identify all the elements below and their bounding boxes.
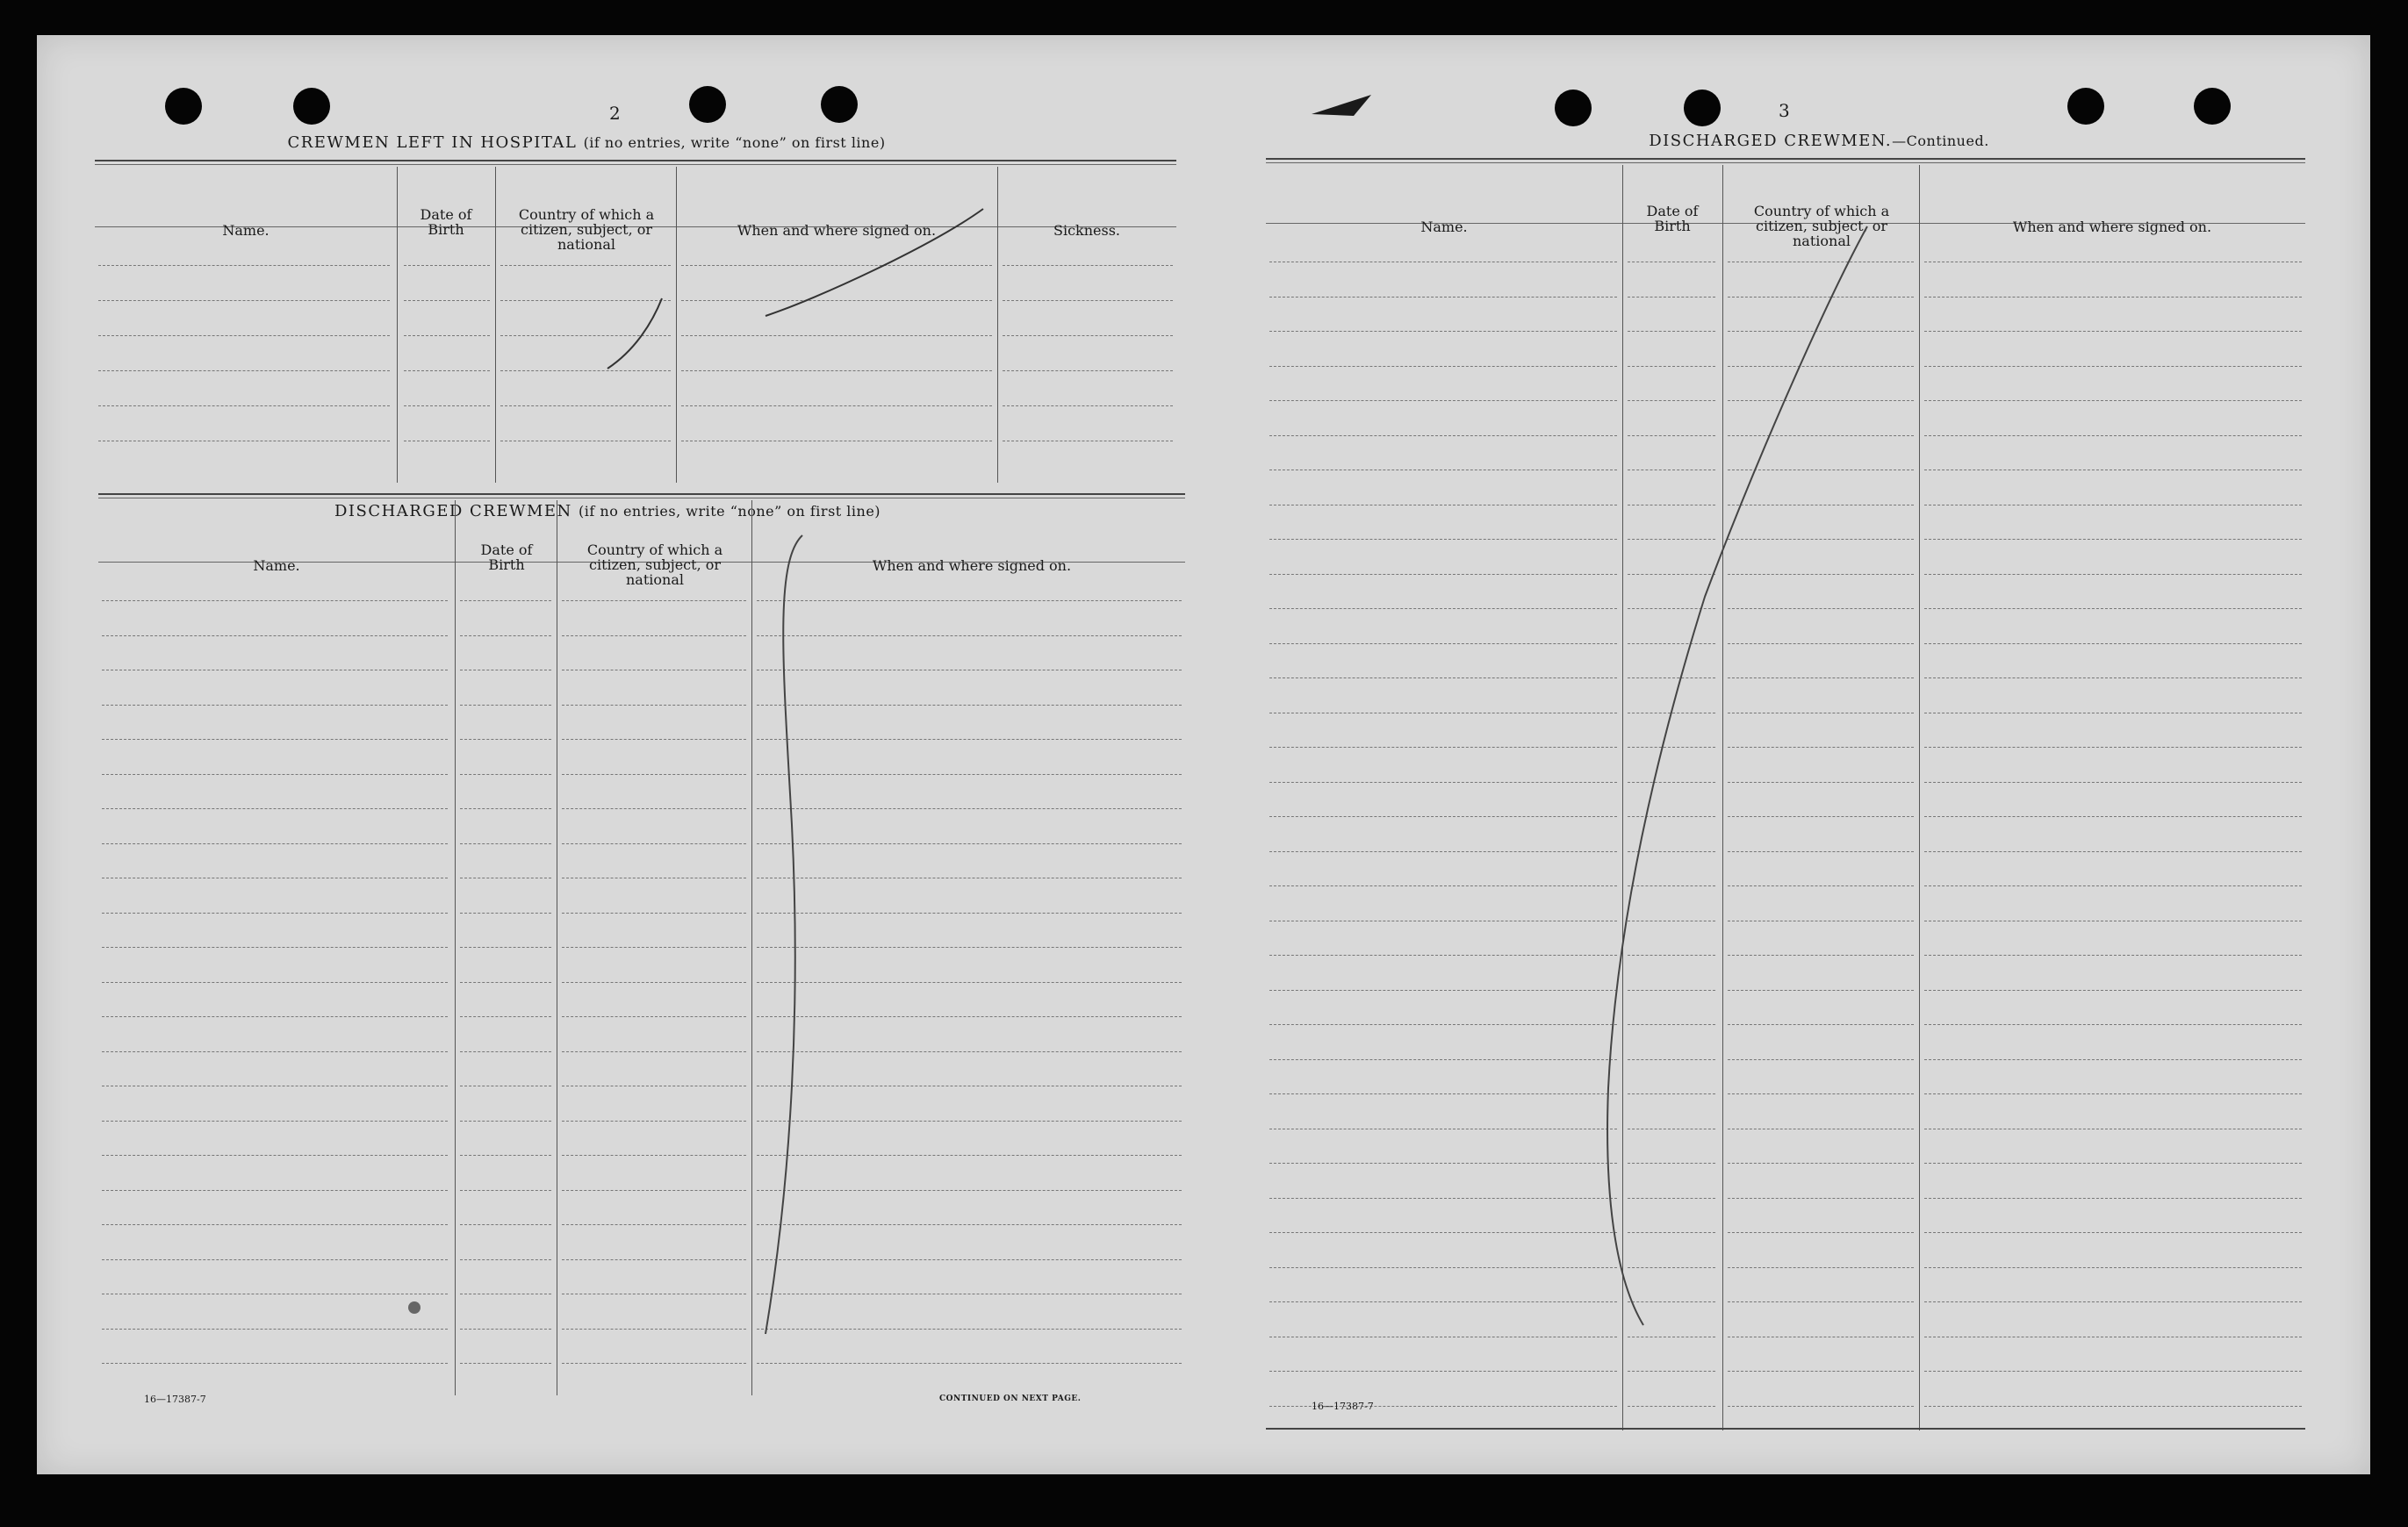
blank-entry-line [1924,1024,2302,1025]
blank-entry-line [460,600,551,601]
pen-stroke [1312,95,1371,116]
blank-entry-line [1924,331,2302,332]
blank-entry-line [1728,366,1914,367]
blank-entry-line [1269,782,1617,783]
blank-entry-line [1269,297,1617,298]
blank-entry-line [1628,366,1715,367]
discharged-section-title-right [1266,132,2372,150]
blank-entry-line [1269,851,1617,852]
blank-entry-line [1269,435,1617,436]
column-header-signed-on: When and where signed on. [872,557,1072,574]
blank-entry-line [1628,400,1715,401]
blank-entry-line [1628,1198,1715,1199]
blank-entry-line [562,947,746,948]
blank-entry-line [757,1121,1182,1122]
blank-entry-line [460,1363,551,1364]
blank-entry-line [1728,1163,1914,1164]
blank-entry-line [500,405,671,406]
punch-hole [2194,88,2231,125]
column-divider [1622,165,1623,1430]
blank-entry-line [460,1224,551,1225]
blank-entry-line [460,1259,551,1260]
blank-entry-line [1924,1163,2302,1164]
blank-entry-line [102,808,448,809]
blank-entry-line [562,1259,746,1260]
blank-entry-line [1728,1267,1914,1268]
blank-entry-line [460,739,551,740]
blank-entry-line [102,913,448,914]
blank-entry-line [404,335,490,336]
blank-entry-line [562,1224,746,1225]
blank-entry-line [681,335,992,336]
blank-entry-line [1628,816,1715,817]
form-number-left: 16—17387-7 [144,1394,206,1405]
blank-entry-line [1628,539,1715,540]
blank-entry-line [1728,1024,1914,1025]
blank-entry-line [757,1329,1182,1330]
punch-hole [689,86,726,123]
blank-entry-line [1628,608,1715,609]
blank-entry-line [102,774,448,775]
blank-entry-line [562,1190,746,1191]
blank-entry-line [757,1016,1182,1017]
blank-entry-line [1924,297,2302,298]
blank-entry-line [1628,1371,1715,1372]
blank-entry-line [500,370,671,371]
blank-entry-line [1728,400,1914,401]
blank-entry-line [1269,955,1617,956]
blank-entry-line [460,1190,551,1191]
blank-entry-line [1728,1371,1914,1372]
blank-entry-line [757,913,1182,914]
blank-entry-line [1728,885,1914,886]
blank-entry-line [681,405,992,406]
blank-entry-line [1924,1198,2302,1199]
blank-entry-line [102,1329,448,1330]
blank-entry-line [102,947,448,948]
blank-entry-line [562,600,746,601]
blank-entry-line [562,982,746,983]
blank-entry-line [757,808,1182,809]
column-divider [676,167,677,483]
blank-entry-line [1269,747,1617,748]
blank-entry-line [1628,1301,1715,1302]
table-top-rule [95,160,1176,161]
hospital-section-title [95,133,1078,152]
blank-entry-line [1924,435,2302,436]
blank-entry-line [102,1155,448,1156]
blank-entry-line [98,265,390,266]
blank-entry-line [1269,574,1617,575]
blank-entry-line [757,600,1182,601]
blank-entry-line [1728,1059,1914,1060]
column-header-date-of-birth: Date of Birth [420,206,472,238]
blank-entry-line [1628,1093,1715,1094]
blank-entry-line [102,1051,448,1052]
blank-entry-line [562,808,746,809]
blank-entry-line [1924,1301,2302,1302]
punch-hole [165,88,202,125]
blank-entry-line [1924,885,2302,886]
blank-entry-line [562,635,746,636]
blank-entry-line [1924,539,2302,540]
blank-entry-line [1269,816,1617,817]
punch-hole [1555,90,1592,126]
blank-entry-line [1924,608,2302,609]
blank-entry-line [1728,990,1914,991]
blank-entry-line [562,1016,746,1017]
blank-entry-line [1269,990,1617,991]
blank-entry-line [1628,435,1715,436]
blank-entry-line [757,635,1182,636]
blank-entry-line [1924,643,2302,644]
blank-entry-line [98,335,390,336]
blank-entry-line [757,1259,1182,1260]
blank-entry-line [102,1259,448,1260]
blank-entry-line [404,300,490,301]
blank-entry-line [1628,643,1715,644]
blank-entry-line [1728,608,1914,609]
blank-entry-line [404,370,490,371]
blank-entry-line [102,982,448,983]
blank-entry-line [460,1016,551,1017]
blank-entry-line [1924,990,2302,991]
punch-hole [2067,88,2104,125]
discharged-continued-title: DISCHARGED CREWMEN. [1649,132,1893,150]
column-header-signed-on: When and where signed on. [737,222,937,239]
blank-entry-line [1728,816,1914,817]
page-number-left: 2 [609,103,621,124]
blank-entry-line [102,739,448,740]
blank-entry-line [98,370,390,371]
blank-entry-line [102,1224,448,1225]
blank-entry-line [1628,1232,1715,1233]
blank-entry-line [1269,885,1617,886]
blank-entry-line [102,1363,448,1364]
blank-entry-line [1628,1059,1715,1060]
blank-entry-line [757,1190,1182,1191]
blank-entry-line [1728,643,1914,644]
blank-entry-line [757,1363,1182,1364]
blank-entry-line [500,265,671,266]
blank-entry-line [1269,1024,1617,1025]
blank-entry-line [1269,1059,1617,1060]
blank-entry-line [1269,1371,1617,1372]
blank-entry-line [1628,574,1715,575]
blank-entry-line [102,843,448,844]
column-divider [495,167,496,483]
blank-entry-line [1269,608,1617,609]
column-header-signed-on: When and where signed on. [2012,219,2212,235]
blank-entry-line [1269,366,1617,367]
blank-entry-line [757,774,1182,775]
blank-entry-line [1924,955,2302,956]
blank-entry-line [460,913,551,914]
hospital-title-text: CREWMEN LEFT IN HOSPITAL [287,133,578,152]
blank-entry-line [1924,400,2302,401]
blank-entry-line [562,1155,746,1156]
blank-entry-line [460,774,551,775]
blank-entry-line [1924,1371,2302,1372]
blank-entry-line [1924,574,2302,575]
blank-entry-line [1269,677,1617,678]
blank-entry-line [102,1121,448,1122]
blank-entry-line [404,265,490,266]
blank-entry-line [1269,1163,1617,1164]
blank-entry-line [757,843,1182,844]
blank-entry-line [1728,331,1914,332]
blank-entry-line [681,370,992,371]
column-header-name: Name. [222,222,270,239]
blank-entry-line [1269,400,1617,401]
blank-entry-line [1924,677,2302,678]
column-divider [455,500,456,1395]
blank-entry-line [1728,782,1914,783]
blank-entry-line [1728,297,1914,298]
blank-entry-line [681,300,992,301]
blank-entry-line [460,705,551,706]
blank-entry-line [102,635,448,636]
blank-entry-line [1728,1301,1914,1302]
blank-entry-line [1924,782,2302,783]
blank-entry-line [460,947,551,948]
column-divider [1722,165,1723,1430]
blank-entry-line [460,1155,551,1156]
blank-entry-line [1628,990,1715,991]
blank-entry-line [1924,1059,2302,1060]
continued-on-next-page: CONTINUED ON NEXT PAGE. [939,1394,1082,1403]
blank-entry-line [1628,1406,1715,1407]
table-top-rule [1266,158,2305,160]
blank-entry-line [1728,747,1914,748]
column-header-sickness: Sickness. [1053,222,1120,239]
blank-entry-line [1628,1163,1715,1164]
discharged-title-note: (if no entries, write “none” on first line) [579,503,881,520]
blank-entry-line [1924,1406,2302,1407]
blank-entry-line [562,739,746,740]
blank-entry-line [1728,851,1914,852]
blank-entry-line [1628,1267,1715,1268]
blank-entry-line [1924,1267,2302,1268]
blank-entry-line [1924,816,2302,817]
blank-entry-line [1628,677,1715,678]
blank-entry-line [562,1121,746,1122]
scanned-sheet [37,35,2370,1474]
blank-entry-line [1003,300,1173,301]
blank-entry-line [1728,435,1914,436]
blank-entry-line [1269,1093,1617,1094]
discharged-title-text: DISCHARGED CREWMEN [334,502,572,520]
discharged-table-left [98,493,1185,1423]
blank-entry-line [1003,265,1173,266]
blank-entry-line [757,947,1182,948]
blank-entry-line [500,300,671,301]
blank-entry-line [460,808,551,809]
blank-entry-line [1924,366,2302,367]
column-header-country: Country of which a citizen, subject, or national [586,541,723,588]
blank-entry-line [562,1363,746,1364]
blank-entry-line [1728,539,1914,540]
blank-entry-line [102,600,448,601]
discharged-table-right [1266,158,2305,1430]
blank-entry-line [1628,297,1715,298]
form-number-right: 16—17387-7 [1312,1401,1374,1412]
blank-entry-line [98,300,390,301]
blank-entry-line [460,843,551,844]
column-header-date-of-birth: Date of Birth [1646,203,1699,234]
blank-entry-line [460,982,551,983]
blank-entry-line [1628,851,1715,852]
blank-entry-line [1728,1232,1914,1233]
table-top-rule [98,493,1185,495]
blank-entry-line [460,1121,551,1122]
column-header-date-of-birth: Date of Birth [480,541,533,573]
blank-entry-line [757,739,1182,740]
blank-entry-line [757,1155,1182,1156]
blank-entry-line [1628,955,1715,956]
blank-entry-line [1628,885,1715,886]
blank-entry-line [460,1329,551,1330]
blank-entry-line [102,705,448,706]
blank-entry-line [562,1051,746,1052]
blank-entry-line [1924,1093,2302,1094]
blank-entry-line [1269,1301,1617,1302]
blank-entry-line [1628,1024,1715,1025]
blank-entry-line [1628,747,1715,748]
blank-entry-line [500,335,671,336]
blank-entry-line [1003,405,1173,406]
blank-entry-line [562,913,746,914]
blank-entry-line [1728,1093,1914,1094]
blank-entry-line [562,774,746,775]
blank-entry-line [757,1224,1182,1225]
blank-entry-line [681,265,992,266]
blank-entry-line [460,635,551,636]
blank-entry-line [1728,1198,1914,1199]
column-header-country: Country of which a citizen, subject, or national [518,206,655,253]
column-divider [1919,165,1920,1430]
hospital-table [95,160,1176,486]
punch-hole [821,86,858,123]
blank-entry-line [1728,1406,1914,1407]
blank-entry-line [1924,1232,2302,1233]
blank-entry-line [404,405,490,406]
blank-entry-line [1003,335,1173,336]
blank-entry-line [1269,539,1617,540]
blank-entry-line [757,982,1182,983]
blank-entry-line [1628,782,1715,783]
column-divider [997,167,998,483]
blank-entry-line [1269,643,1617,644]
punch-hole [1684,90,1721,126]
hospital-title-note: (if no entries, write “none” on first line) [583,134,886,151]
punch-hole [293,88,330,125]
blank-entry-line [1003,370,1173,371]
blank-entry-line [1728,677,1914,678]
blank-entry-line [1728,574,1914,575]
blank-entry-line [757,1051,1182,1052]
continued-label: —Continued. [1892,133,1989,149]
blank-entry-line [1269,1267,1617,1268]
blank-entry-line [1269,1232,1617,1233]
page-number-right: 3 [1779,100,1790,121]
table-top-rule [95,164,1176,165]
blank-entry-line [1924,747,2302,748]
column-header-name: Name. [253,557,300,574]
blank-entry-line [460,1051,551,1052]
table-top-rule [1266,162,2305,163]
blank-entry-line [562,843,746,844]
column-divider [397,167,398,483]
blank-entry-line [757,705,1182,706]
blank-entry-line [1924,851,2302,852]
table-bottom-rule [1266,1428,2305,1430]
blank-entry-line [1269,331,1617,332]
column-divider [751,500,752,1395]
blank-entry-line [102,1016,448,1017]
blank-entry-line [1628,331,1715,332]
blank-entry-line [1728,955,1914,956]
column-header-country: Country of which a citizen, subject, or national [1753,203,1890,249]
column-header-name: Name. [1420,219,1468,235]
blank-entry-line [1269,1198,1617,1199]
blank-entry-line [102,1190,448,1191]
blank-entry-line [562,1329,746,1330]
blank-entry-line [562,705,746,706]
blank-entry-line [98,405,390,406]
